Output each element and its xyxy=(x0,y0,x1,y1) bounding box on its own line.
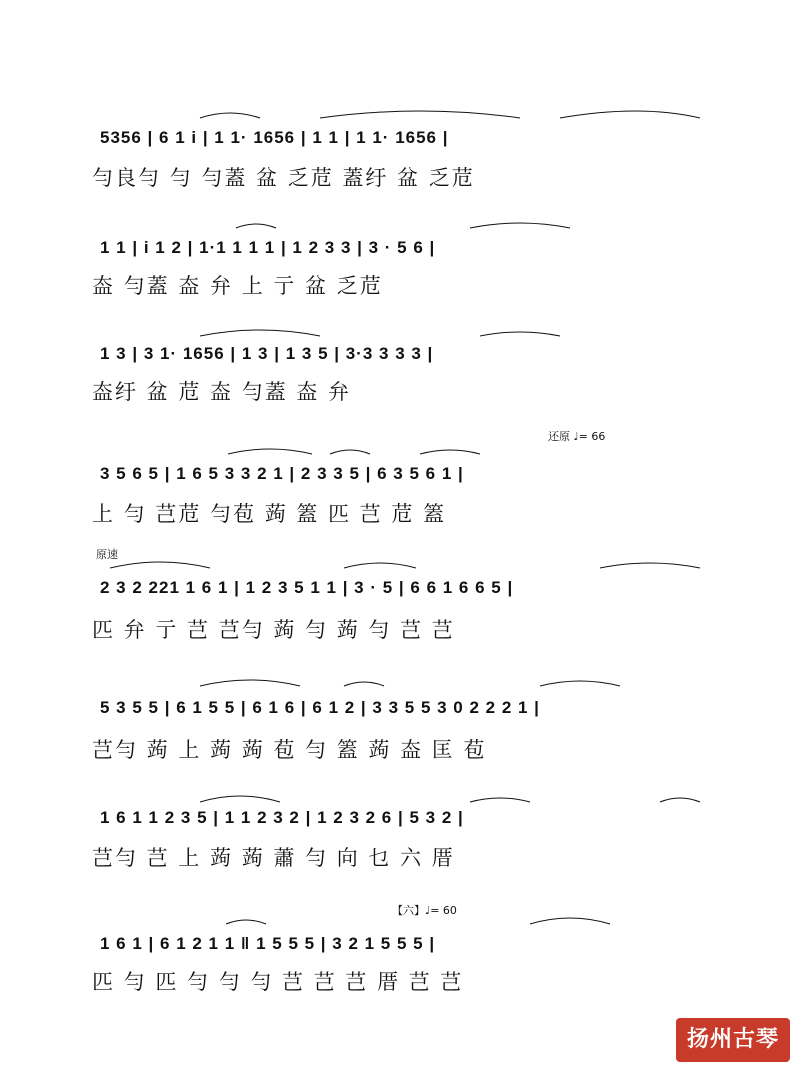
jianzipu-tablature: 匹 弁 亍 芑 芑勻 蒟 勻 蒟 勻 芑 芑 xyxy=(92,618,455,642)
score-system-5 xyxy=(0,546,800,656)
score-system-1 xyxy=(0,108,800,198)
score-system-7 xyxy=(0,784,800,884)
jianpu-notes: 2 3 2 221 1 6 1 | 1 2 3 5 1 1 | 3 · 5 | 6 6 1 6 6 5 | xyxy=(100,578,514,597)
jianpu-notes: 5356 | 6 1 i | 1 1· 1656 | 1 1 | 1 1· 1656 | xyxy=(100,128,449,147)
jianzipu-tablature: 勻良勻 勻 勻蓋 盆 乏苊 蓋纡 盆 乏苊 xyxy=(92,166,475,190)
section-tempo-label: 【六】♩= 60 xyxy=(392,904,457,917)
watermark-logo: 扬州古琴 xyxy=(676,1018,790,1062)
score-system-8 xyxy=(0,900,800,1010)
tempo-label: 原速 xyxy=(96,548,118,561)
jianzipu-tablature: 盇 勻蓋 盇 弁 上 亍 盆 乏苊 xyxy=(92,274,383,298)
jianpu-notes: 1 6 1 | 6 1 2 1 1 ‖ 1 5 5 5 | 3 2 1 5 5 5 | xyxy=(100,934,436,953)
score-system-4 xyxy=(0,428,800,538)
jianpu-notes: 1 3 | 3 1· 1656 | 1 3 | 1 3 5 | 3·3 3 3 3 | xyxy=(100,344,434,363)
jianpu-notes: 1 6 1 1 2 3 5 | 1 1 2 3 2 | 1 2 3 2 6 | 5 3 2 | xyxy=(100,808,464,827)
jianzipu-tablature: 上 勻 芑苊 勻苞 蒟 篕 匹 芑 苊 篕 xyxy=(92,502,447,526)
jianzipu-tablature: 盇纡 盆 苊 盇 勻蓋 盇 弁 xyxy=(92,380,352,404)
tempo-label: 还原 ♩= 66 xyxy=(548,430,606,443)
jianzipu-tablature: 芑勻 芑 上 蒟 蒟 蕭 勻 向 乜 六 厝 xyxy=(92,846,455,870)
score-system-2 xyxy=(0,216,800,306)
jianpu-notes: 5 3 5 5 | 6 1 5 5 | 6 1 6 | 6 1 2 | 3 3 5 5 3 0 2 2 2 1 | xyxy=(100,698,540,717)
score-system-6 xyxy=(0,666,800,776)
jianpu-notes: 1 1 | i 1 2 | 1·1 1 1 1 | 1 2 3 3 | 3 · 5 6 | xyxy=(100,238,436,257)
jianzipu-tablature: 芑勻 蒟 上 蒟 蒟 苞 勻 篕 蒟 盇 匡 苞 xyxy=(92,738,487,762)
jianzipu-tablature: 匹 勻 匹 勻 勻 勻 芑 芑 芑 厝 芑 芑 xyxy=(92,970,464,994)
jianpu-notes: 3 5 6 5 | 1 6 5 3 3 2 1 | 2 3 3 5 | 6 3 5 6 1 | xyxy=(100,464,464,483)
score-system-3 xyxy=(0,324,800,414)
